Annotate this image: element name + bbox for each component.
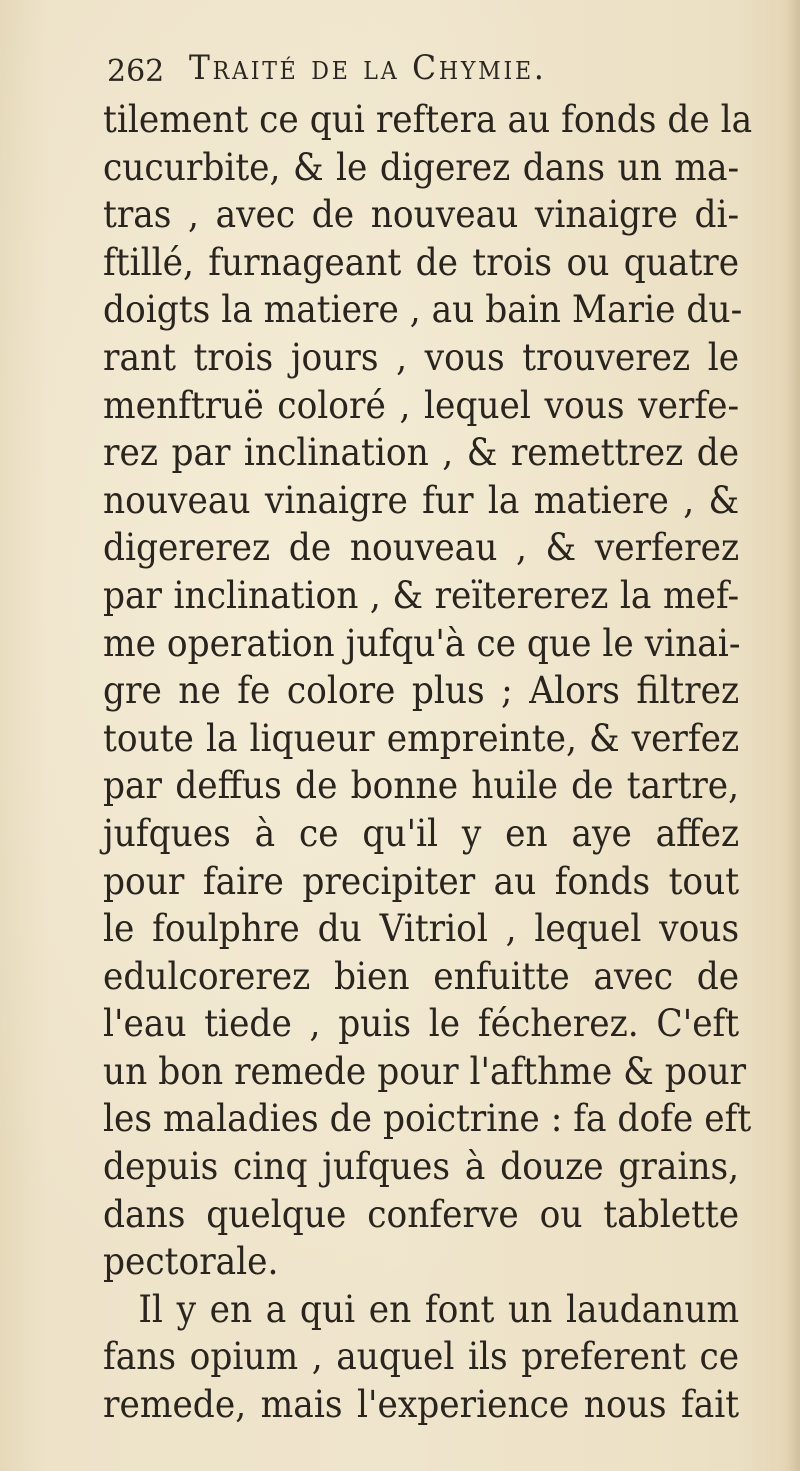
text-line: jufques à ce qu'il y en aye affez [103, 811, 740, 855]
text-line: le foulphre du Vitriol , lequel vous [103, 907, 740, 951]
text-line: digererez de nouveau , & verferez [103, 526, 740, 570]
text-line: fans opium , auquel ils preferent ce [103, 1335, 740, 1379]
text-line: par deffus de bonne huile de tartre, [103, 764, 740, 808]
text-line: doigts la matiere , au bain Marie du- [103, 288, 743, 332]
text-line: me operation jufqu'à ce que le vinai- [103, 621, 741, 665]
text-line: les maladies de poictrine : fa dofe eft [103, 1097, 752, 1141]
body-text [103, 96, 793, 1429]
paragraph-end-line: pectorale. [103, 1240, 279, 1284]
text-line: l'eau tiede , puis le fécherez. C'eft [103, 1002, 740, 1046]
paragraph-start-line: Il y en a qui en font un laudanum [138, 1287, 740, 1331]
text-line: par inclination , & reïtererez la mef- [103, 573, 740, 617]
text-line: edulcorerez bien enfuitte avec de [103, 954, 740, 998]
text-line: remede, mais l'experience nous fait [103, 1383, 740, 1427]
text-line: ftillé, furnageant de trois ou quatre [103, 240, 740, 284]
text-line: rant trois jours , vous trouverez le [103, 335, 740, 379]
text-line: gre ne fe colore plus ; Alors filtrez [103, 669, 740, 713]
text-line: dans quelque conferve ou tablette [103, 1192, 740, 1236]
text-line: toute la liqueur empreinte, & verfez [103, 716, 740, 760]
text-line: un bon remede pour l'afthme & pour [103, 1049, 747, 1093]
page-number: 262 [107, 54, 165, 89]
text-line: menftruë coloré , lequel vous verfe- [103, 383, 740, 427]
text-line: pour faire precipiter au fonds tout [103, 859, 740, 903]
text-line: depuis cinq jufques à douze grains, [103, 1145, 740, 1189]
text-line: tras , avec de nouveau vinaigre di- [103, 193, 740, 237]
text-line: tilement ce qui reftera au fonds de la [103, 98, 753, 141]
text-line: cucurbite, & le digerez dans un ma- [103, 145, 740, 189]
running-title: Traité de la Chymie. [189, 48, 547, 88]
running-head [107, 44, 707, 92]
text-line: nouveau vinaigre fur la matiere , & [103, 478, 740, 522]
text-line: rez par inclination , & remettrez de [103, 431, 740, 475]
